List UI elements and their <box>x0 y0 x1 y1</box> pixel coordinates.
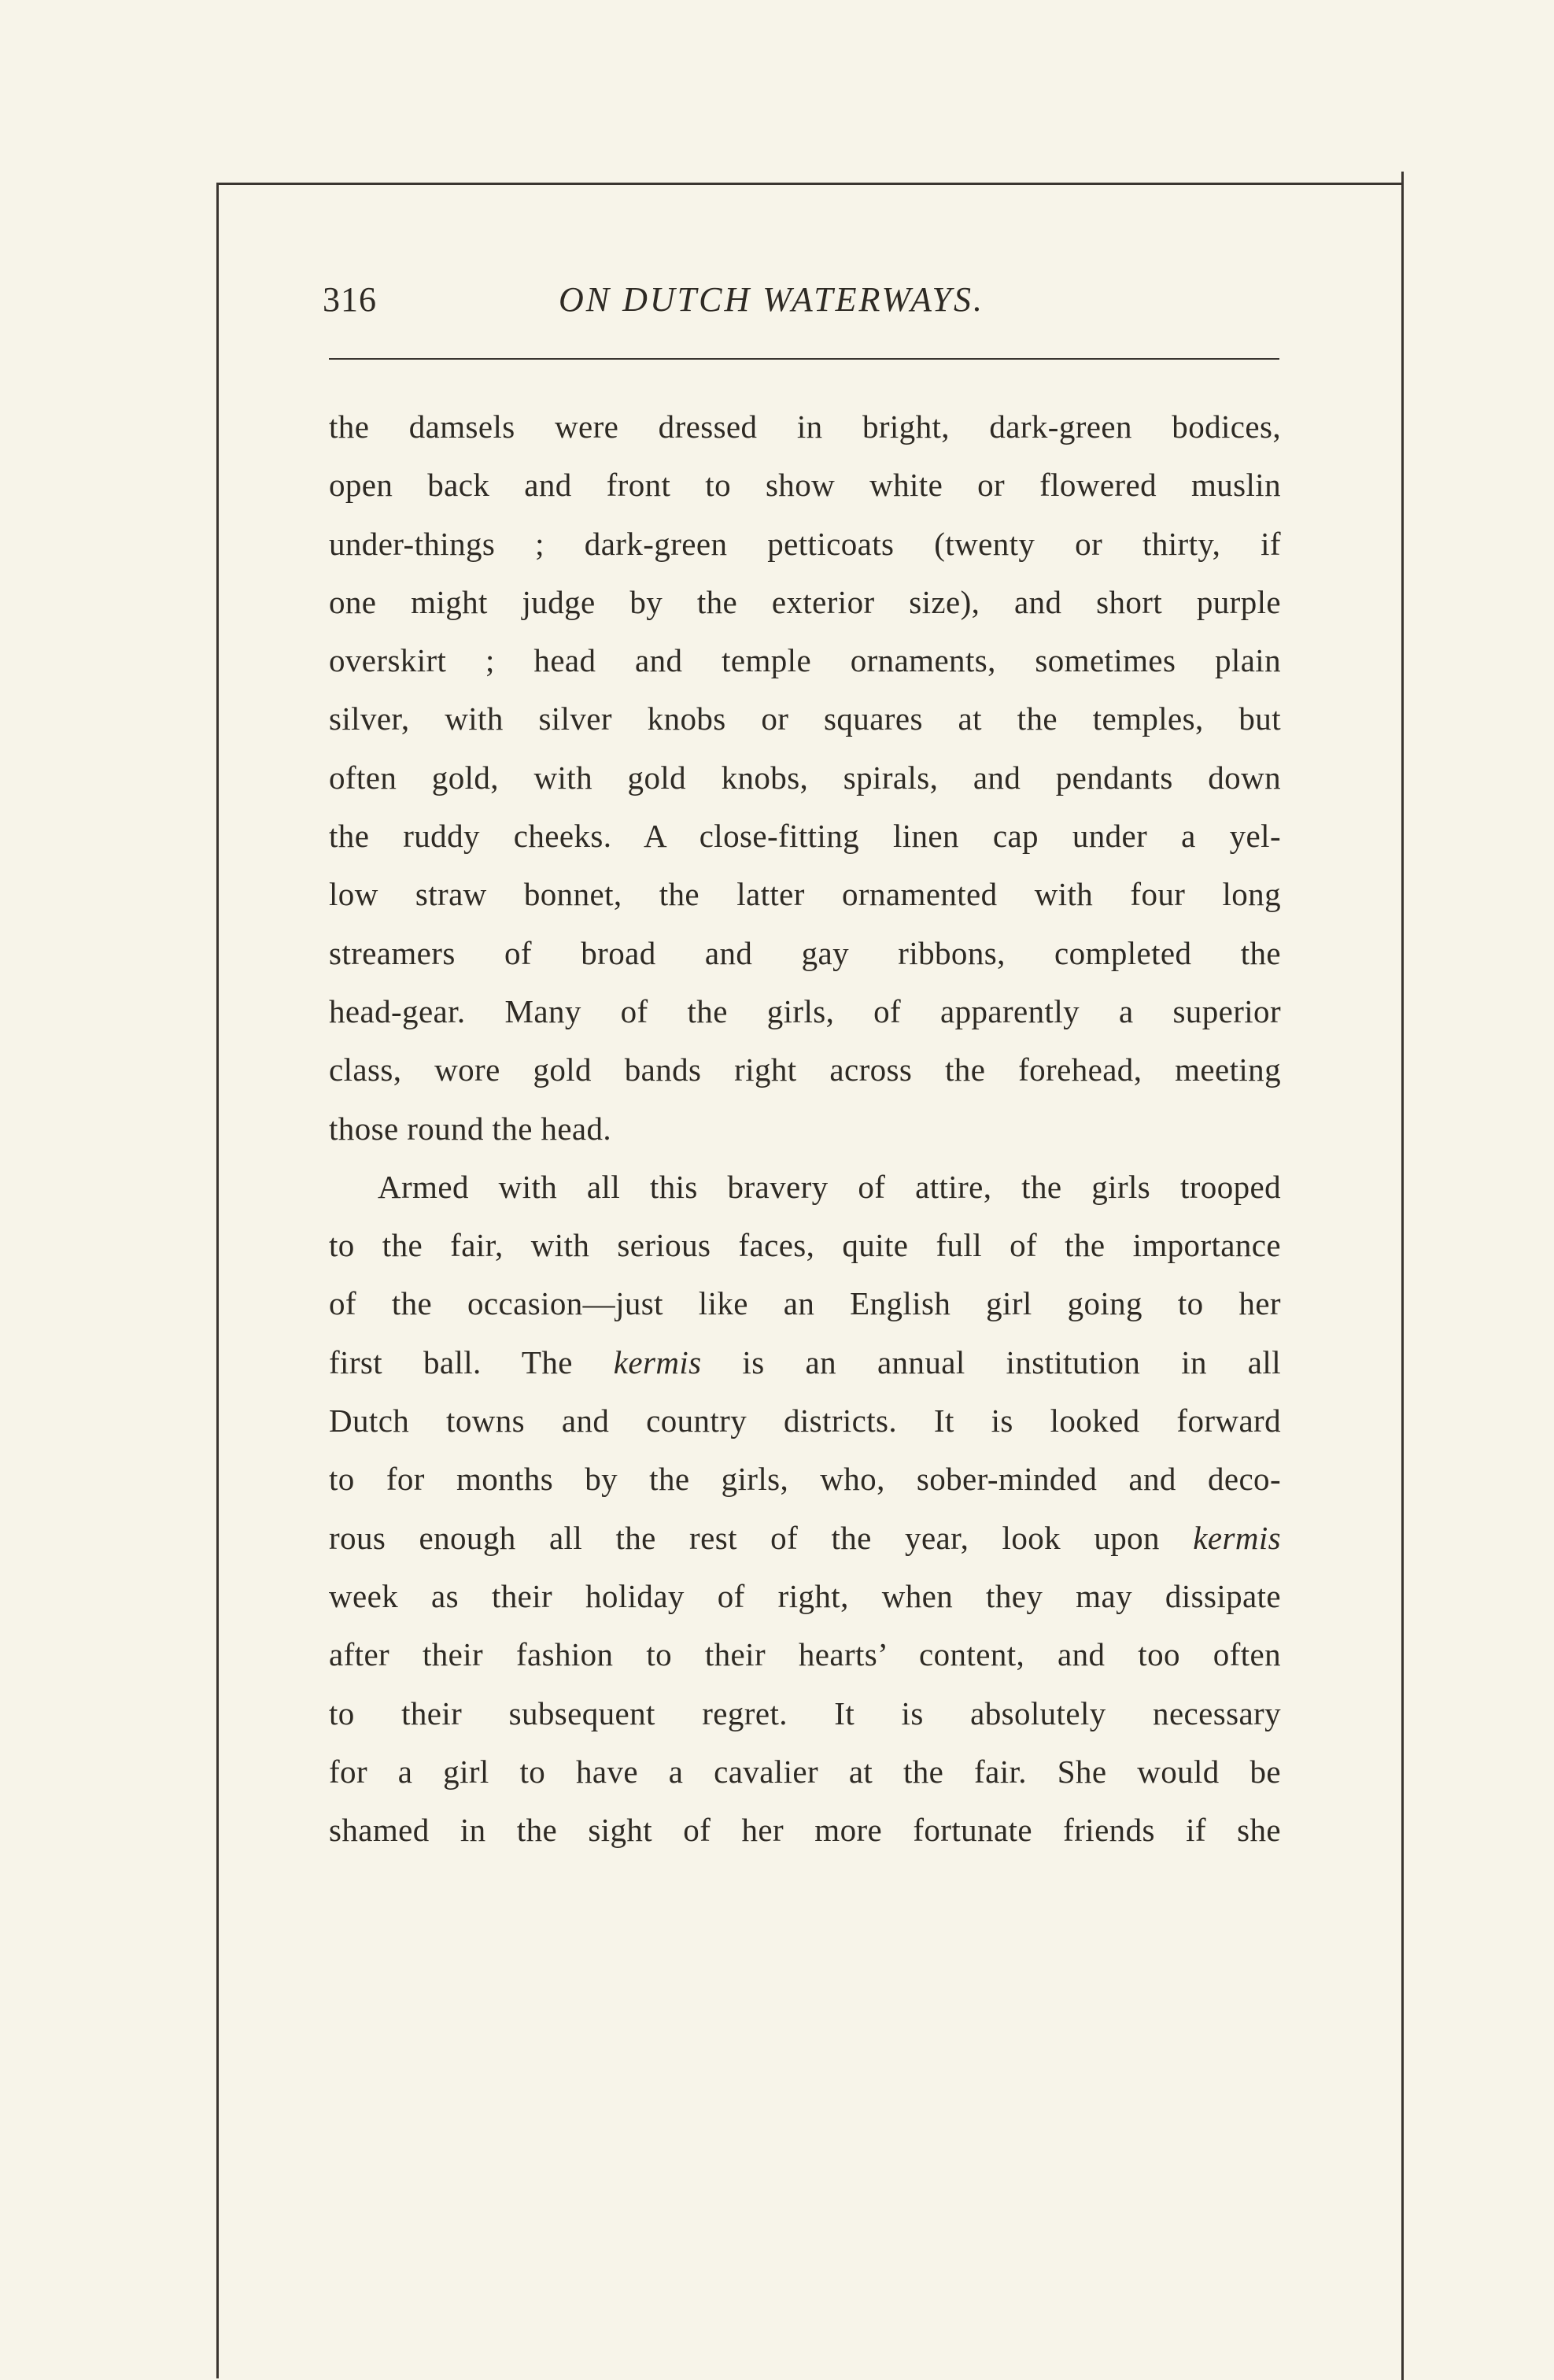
text-line: those round the head. <box>329 1110 612 1147</box>
text-line: the damsels were dressed in bright, dark-green bodices, <box>329 408 1281 445</box>
text-line: head-gear. Many of the girls, of apparently a superior <box>329 992 1281 1029</box>
text-line: after their fashion to their hearts’ content, and too often <box>329 1636 1281 1673</box>
text-line: shamed in the sight of her more fortunate friends if she <box>329 1812 1281 1849</box>
text-line: overskirt ; head and temple ornaments, sometimes plain <box>329 642 1281 679</box>
text-line: under-things ; dark-green petticoats (twenty or thirty, if <box>329 525 1281 562</box>
plate-frame-top <box>216 183 1403 185</box>
text-line: silver, with silver knobs or squares at the temples, but <box>329 700 1281 737</box>
text-line: low straw bonnet, the latter ornamented with four long <box>329 876 1281 913</box>
body-text <box>329 397 1281 1859</box>
running-head <box>323 279 1283 327</box>
text-line: class, wore gold bands right across the forehead, meeting <box>329 1051 1281 1088</box>
text-segment: first ball. The <box>329 1343 614 1380</box>
running-title: ON DUTCH WATERWAYS. <box>559 280 985 319</box>
text-line: week as their holiday of right, when they may dissipate <box>329 1577 1281 1614</box>
text-line <box>329 1509 1281 1567</box>
text-line: Armed with all this bravery of attire, the girls trooped <box>378 1168 1281 1205</box>
page-number: 316 <box>323 280 377 319</box>
text-line: to the fair, with serious faces, quite full of the importance <box>329 1227 1281 1264</box>
text-segment: is an annual institution in all <box>701 1343 1281 1380</box>
text-line: the ruddy cheeks. A close-fitting linen cap under a yel- <box>329 818 1281 855</box>
paragraph-1 <box>329 397 1281 1158</box>
paragraph-2 <box>329 1158 1281 1860</box>
text-line <box>329 1333 1281 1391</box>
header-rule <box>329 358 1279 360</box>
text-line: streamers of broad and gay ribbons, completed the <box>329 934 1281 971</box>
text-line: one might judge by the exterior size), and short purple <box>329 583 1281 620</box>
text-line: to for months by the girls, who, sober-minded and deco- <box>329 1461 1281 1498</box>
text-line: for a girl to have a cavalier at the fair. She would be <box>329 1753 1281 1790</box>
text-line: often gold, with gold knobs, spirals, and pendants down <box>329 759 1281 796</box>
text-line: to their subsequent regret. It is absolutely necessary <box>329 1694 1281 1731</box>
italic-term: kermis <box>1193 1519 1281 1556</box>
text-line: Dutch towns and country districts. It is looked forward <box>329 1402 1281 1439</box>
text-line: of the occasion—just like an English girl going to her <box>329 1285 1281 1322</box>
italic-term: kermis <box>613 1343 702 1380</box>
plate-frame-right <box>1401 172 1404 2380</box>
text-line: open back and front to show white or flowered muslin <box>329 467 1281 504</box>
text-segment: rous enough all the rest of the year, look upon <box>329 1519 1194 1556</box>
plate-frame-left <box>216 183 219 2378</box>
